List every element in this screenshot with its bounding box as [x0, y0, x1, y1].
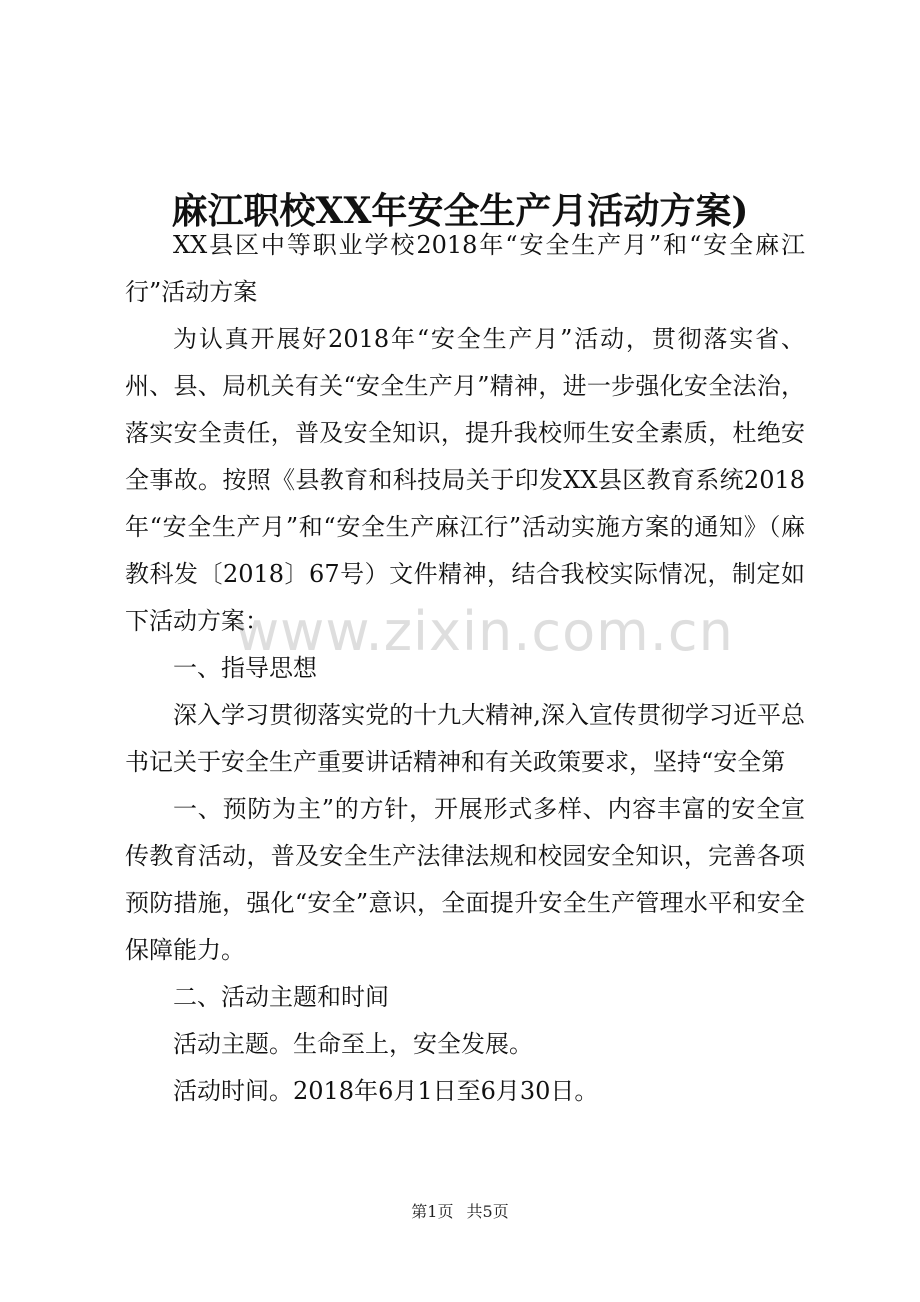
document-body — [125, 222, 805, 1115]
paragraph-activity-theme: 活动主题。生命至上，安全发展。 — [173, 1030, 533, 1058]
page-total: 共5页 — [466, 1202, 509, 1221]
page-number: 第1页 — [411, 1202, 454, 1221]
paragraph-heading-line: XX县区中等职业学校2018年“安全生产月”和“安全麻江行”活动方案 — [125, 231, 805, 306]
section-heading-theme-time: 二、活动主题和时间 — [173, 983, 389, 1011]
paragraph-guiding-thought: 深入学习贯彻落实党的十九大精神,深入宣传贯彻学习近平总书记关于安全生产重要讲话精神和有关政策要求，坚持“安全第 — [125, 701, 805, 776]
page-footer — [0, 1200, 920, 1224]
paragraph-guiding-thought-cont: 一、预防为主”的方针，开展形式多样、内容丰富的安全宣传教育活动，普及安全生产法律法规和校园安全知识，完善各项预防措施，强化“安全”意识，全面提升安全生产管理水平和安全保障能力。 — [125, 795, 805, 964]
paragraph-activity-time: 活动时间。2018年6月1日至6月30日。 — [173, 1077, 599, 1105]
watermark: www.zixin.com.cn — [235, 600, 734, 663]
paragraph-intro: 为认真开展好2018年“安全生产月”活动，贯彻落实省、州、县、局机关有关“安全生产月”精神，进一步强化安全法治，落实安全责任，普及安全知识，提升我校师生安全素质，杜绝安全事故。按照《县教育和科技局关于印发XX县区教育系统2018年“安全生产月”和“安全生产麻江行”活动实施方案的通知》（麻教科发〔2018〕67号）文件精神，结合我校实际情况，制定如下活动方案： — [125, 325, 805, 635]
document-title: 麻江职校XX年安全生产月活动方案) — [171, 190, 749, 233]
section-heading-guiding-thought: 一、指导思想 — [173, 654, 317, 682]
